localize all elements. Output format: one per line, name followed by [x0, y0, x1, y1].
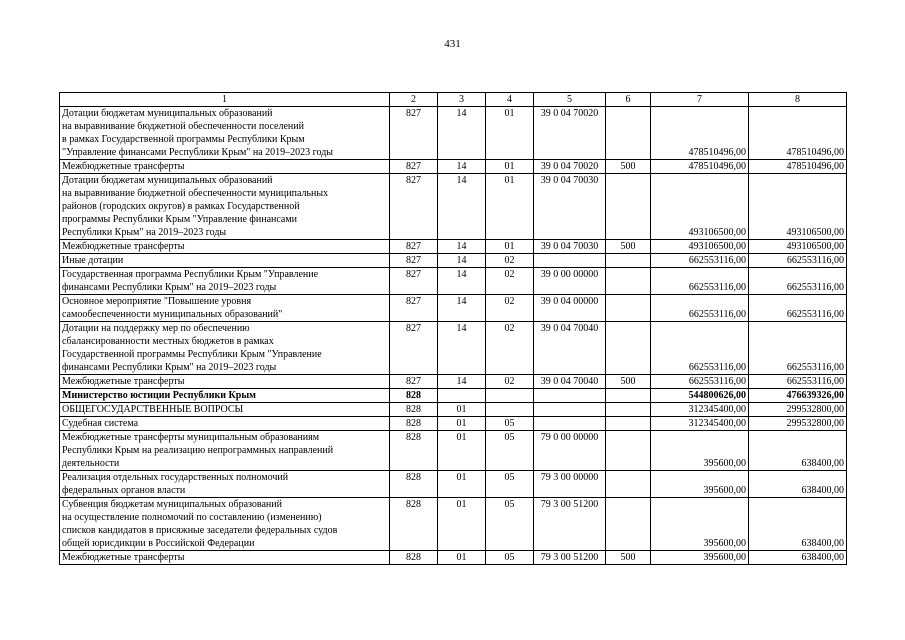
cell-department: 827	[390, 240, 438, 254]
row-name: Дотации бюджетам муниципальных образований на выравнивание бюджетной обеспеченности поселений в рамках Государственной программы Республики Крым "Управление финансами Республики Крым" на 2019–2023 годы	[60, 107, 390, 160]
cell-expense-type	[606, 174, 651, 240]
table-row	[60, 295, 847, 322]
cell-amount-year-1: 312345400,00	[651, 403, 749, 417]
cell-section: 14	[438, 268, 486, 295]
cell-amount-year-2: 299532800,00	[749, 417, 847, 431]
cell-amount-year-2: 493106500,00	[749, 174, 847, 240]
cell-amount-year-1: 662553116,00	[651, 268, 749, 295]
cell-subsection: 01	[486, 107, 534, 160]
column-header: 7	[651, 93, 749, 107]
cell-expense-type	[606, 254, 651, 268]
column-header: 4	[486, 93, 534, 107]
cell-target-article: 79 3 00 51200	[534, 498, 606, 551]
column-header: 8	[749, 93, 847, 107]
cell-subsection: 01	[486, 160, 534, 174]
cell-expense-type	[606, 389, 651, 403]
table-row	[60, 431, 847, 471]
cell-section: 01	[438, 417, 486, 431]
cell-amount-year-2: 662553116,00	[749, 322, 847, 375]
table-row	[60, 551, 847, 565]
row-name: Иные дотации	[60, 254, 390, 268]
cell-target-article: 39 0 04 70020	[534, 160, 606, 174]
row-name: ОБЩЕГОСУДАРСТВЕННЫЕ ВОПРОСЫ	[60, 403, 390, 417]
row-name: Межбюджетные трансферты	[60, 240, 390, 254]
row-name: Межбюджетные трансферты	[60, 375, 390, 389]
cell-subsection: 05	[486, 471, 534, 498]
cell-department: 827	[390, 375, 438, 389]
cell-expense-type: 500	[606, 375, 651, 389]
cell-subsection: 02	[486, 375, 534, 389]
cell-section: 14	[438, 160, 486, 174]
table-row	[60, 498, 847, 551]
table-row	[60, 417, 847, 431]
cell-department: 827	[390, 268, 438, 295]
cell-amount-year-1: 395600,00	[651, 498, 749, 551]
cell-department: 828	[390, 471, 438, 498]
cell-target-article: 79 3 00 51200	[534, 551, 606, 565]
cell-target-article	[534, 389, 606, 403]
cell-amount-year-2: 476639326,00	[749, 389, 847, 403]
cell-department: 827	[390, 160, 438, 174]
page-number: 431	[444, 38, 461, 50]
cell-amount-year-2: 662553116,00	[749, 268, 847, 295]
cell-target-article	[534, 254, 606, 268]
cell-section: 01	[438, 403, 486, 417]
cell-department: 828	[390, 403, 438, 417]
cell-section: 14	[438, 254, 486, 268]
row-name: Дотации на поддержку мер по обеспечению сбалансированности местных бюджетов в рамках Государственной программы Республики Крым "Управление финансами Республики Крым" на 2019–2023 годы	[60, 322, 390, 375]
cell-subsection: 01	[486, 174, 534, 240]
cell-section	[438, 389, 486, 403]
cell-section: 14	[438, 322, 486, 375]
table-row	[60, 403, 847, 417]
cell-expense-type	[606, 417, 651, 431]
cell-expense-type	[606, 268, 651, 295]
cell-subsection: 05	[486, 551, 534, 565]
cell-amount-year-2: 662553116,00	[749, 375, 847, 389]
cell-expense-type: 500	[606, 551, 651, 565]
cell-expense-type	[606, 471, 651, 498]
cell-amount-year-1: 493106500,00	[651, 240, 749, 254]
cell-section: 14	[438, 107, 486, 160]
cell-department: 828	[390, 431, 438, 471]
cell-target-article: 39 0 04 70030	[534, 240, 606, 254]
cell-amount-year-1: 395600,00	[651, 551, 749, 565]
row-name: Министерство юстиции Республики Крым	[60, 389, 390, 403]
cell-department: 827	[390, 295, 438, 322]
cell-target-article: 39 0 04 00000	[534, 295, 606, 322]
cell-expense-type	[606, 322, 651, 375]
cell-subsection: 02	[486, 322, 534, 375]
cell-expense-type	[606, 295, 651, 322]
cell-subsection: 05	[486, 498, 534, 551]
cell-section: 14	[438, 295, 486, 322]
row-name: Основное мероприятие "Повышение уровня самообеспеченности муниципальных образований"	[60, 295, 390, 322]
cell-amount-year-2: 478510496,00	[749, 107, 847, 160]
row-name: Межбюджетные трансферты	[60, 551, 390, 565]
cell-department: 827	[390, 174, 438, 240]
cell-target-article: 39 0 04 70030	[534, 174, 606, 240]
cell-section: 14	[438, 240, 486, 254]
cell-amount-year-2: 638400,00	[749, 498, 847, 551]
cell-section: 01	[438, 431, 486, 471]
cell-amount-year-2: 638400,00	[749, 551, 847, 565]
cell-department: 828	[390, 417, 438, 431]
cell-department: 828	[390, 551, 438, 565]
cell-section: 14	[438, 174, 486, 240]
cell-subsection	[486, 403, 534, 417]
table-row	[60, 254, 847, 268]
column-header: 2	[390, 93, 438, 107]
cell-expense-type: 500	[606, 240, 651, 254]
row-name: Дотации бюджетам муниципальных образований на выравнивание бюджетной обеспеченности муниципальных районов (городских округов) в рамках Государственной программы Республики Крым "Управление финансами Республики Крым" на 2019–2023 годы	[60, 174, 390, 240]
cell-amount-year-1: 478510496,00	[651, 107, 749, 160]
table-row	[60, 268, 847, 295]
cell-amount-year-1: 478510496,00	[651, 160, 749, 174]
cell-section: 01	[438, 471, 486, 498]
table-row	[60, 240, 847, 254]
cell-department: 828	[390, 498, 438, 551]
budget-table	[59, 92, 847, 565]
cell-amount-year-2: 662553116,00	[749, 295, 847, 322]
cell-amount-year-2: 638400,00	[749, 471, 847, 498]
column-header: 6	[606, 93, 651, 107]
table-row	[60, 160, 847, 174]
row-name: Межбюджетные трансферты муниципальным образованиям Республики Крым на реализацию непрограммных направлений деятельности	[60, 431, 390, 471]
cell-amount-year-1: 662553116,00	[651, 254, 749, 268]
row-name: Субвенция бюджетам муниципальных образований на осуществление полномочий по составлению (изменению) списков кандидатов в присяжные заседатели федеральных судов общей юрисдикции в Российской Федерации	[60, 498, 390, 551]
cell-amount-year-1: 395600,00	[651, 471, 749, 498]
cell-section: 14	[438, 375, 486, 389]
cell-department: 827	[390, 322, 438, 375]
cell-amount-year-1: 662553116,00	[651, 322, 749, 375]
cell-subsection: 01	[486, 240, 534, 254]
cell-amount-year-2: 299532800,00	[749, 403, 847, 417]
cell-expense-type: 500	[606, 160, 651, 174]
row-name: Государственная программа Республики Крым "Управление финансами Республики Крым" на 2019–2023 годы	[60, 268, 390, 295]
table-row	[60, 322, 847, 375]
cell-subsection: 02	[486, 295, 534, 322]
row-name: Межбюджетные трансферты	[60, 160, 390, 174]
cell-target-article: 39 0 04 70040	[534, 322, 606, 375]
column-header: 1	[60, 93, 390, 107]
cell-section: 01	[438, 498, 486, 551]
cell-department: 828	[390, 389, 438, 403]
cell-subsection	[486, 389, 534, 403]
cell-amount-year-1: 662553116,00	[651, 375, 749, 389]
cell-amount-year-1: 395600,00	[651, 431, 749, 471]
table-row	[60, 389, 847, 403]
cell-target-article	[534, 417, 606, 431]
cell-target-article: 39 0 04 70020	[534, 107, 606, 160]
cell-amount-year-1: 544800626,00	[651, 389, 749, 403]
table-row	[60, 174, 847, 240]
cell-department: 827	[390, 254, 438, 268]
cell-amount-year-1: 312345400,00	[651, 417, 749, 431]
cell-expense-type	[606, 431, 651, 471]
cell-amount-year-1: 493106500,00	[651, 174, 749, 240]
cell-department: 827	[390, 107, 438, 160]
cell-amount-year-2: 638400,00	[749, 431, 847, 471]
row-name: Судебная система	[60, 417, 390, 431]
cell-amount-year-2: 662553116,00	[749, 254, 847, 268]
cell-target-article: 39 0 00 00000	[534, 268, 606, 295]
cell-target-article: 79 0 00 00000	[534, 431, 606, 471]
cell-target-article: 79 3 00 00000	[534, 471, 606, 498]
cell-subsection: 05	[486, 431, 534, 471]
cell-amount-year-1: 662553116,00	[651, 295, 749, 322]
column-header: 3	[438, 93, 486, 107]
row-name: Реализация отдельных государственных полномочий федеральных органов власти	[60, 471, 390, 498]
cell-expense-type	[606, 107, 651, 160]
column-header: 5	[534, 93, 606, 107]
cell-subsection: 02	[486, 254, 534, 268]
cell-expense-type	[606, 403, 651, 417]
table-header-row	[60, 93, 847, 107]
cell-section: 01	[438, 551, 486, 565]
table-row	[60, 375, 847, 389]
cell-expense-type	[606, 498, 651, 551]
cell-amount-year-2: 478510496,00	[749, 160, 847, 174]
table-row	[60, 471, 847, 498]
cell-target-article	[534, 403, 606, 417]
cell-target-article: 39 0 04 70040	[534, 375, 606, 389]
cell-amount-year-2: 493106500,00	[749, 240, 847, 254]
cell-subsection: 02	[486, 268, 534, 295]
cell-subsection: 05	[486, 417, 534, 431]
table-row	[60, 107, 847, 160]
